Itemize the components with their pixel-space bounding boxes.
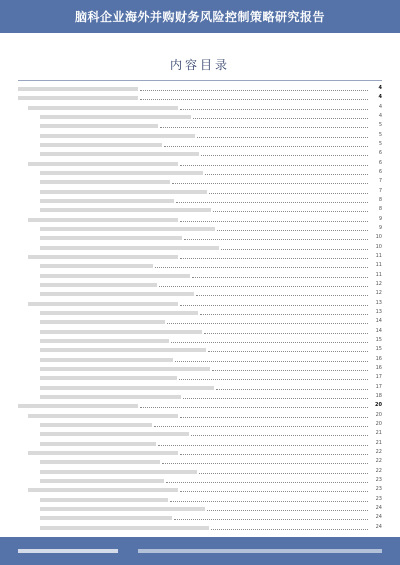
toc-entry[interactable] (18, 328, 382, 335)
toc-entry[interactable] (18, 337, 382, 344)
toc-entry[interactable] (18, 122, 382, 129)
toc-entry-label (40, 208, 211, 212)
toc-entry[interactable] (18, 384, 382, 391)
toc-entry-page: 9 (378, 225, 382, 231)
toc-leader-dots (212, 370, 368, 371)
toc-entry-page: 4 (378, 94, 382, 101)
toc-entry-page: 13 (375, 309, 382, 315)
toc-entry-label (40, 358, 173, 362)
toc-entry-label (40, 339, 169, 343)
toc-leader-dots (201, 155, 368, 156)
toc-entry-label (18, 87, 138, 91)
toc-entry-label (40, 227, 215, 231)
toc-entry-label (40, 180, 170, 184)
toc-leader-dots (213, 211, 368, 212)
toc-entry[interactable] (18, 412, 382, 419)
toc-entry[interactable] (18, 430, 382, 437)
toc-entry-label (40, 246, 219, 250)
toc-entry-page: 7 (378, 187, 382, 194)
toc-leader-dots (166, 482, 368, 483)
toc-entry-label (40, 507, 205, 511)
toc-entry-page: 14 (375, 327, 382, 334)
toc-leader-dots (155, 267, 368, 268)
report-header (0, 0, 400, 33)
toc-leader-dots (179, 379, 368, 380)
toc-entry[interactable] (18, 346, 382, 353)
toc-entry-page: 11 (375, 262, 382, 269)
toc-leader-dots (196, 295, 368, 296)
toc-entry-label (40, 516, 172, 520)
toc-entry[interactable] (18, 234, 382, 241)
toc-entry-label (40, 292, 194, 296)
toc-entry-page: 22 (375, 467, 382, 474)
toc-entry[interactable] (18, 496, 382, 503)
toc-leader-dots (204, 333, 368, 334)
toc-entry-label (28, 218, 178, 222)
toc-entry-page: 14 (375, 318, 382, 325)
toc-leader-dots (199, 473, 368, 474)
toc-leader-dots (209, 193, 368, 194)
toc-entry-label (40, 367, 210, 371)
toc-leader-dots (180, 109, 368, 110)
toc-leader-dots (180, 491, 368, 492)
toc-entry-label (28, 414, 178, 418)
toc-entry-page: 23 (375, 486, 382, 493)
toc-entry[interactable] (18, 505, 382, 512)
toc-entry[interactable] (18, 85, 382, 92)
toc-leader-dots (160, 127, 368, 128)
toc-leader-dots (164, 146, 368, 147)
toc-entry-label (40, 442, 156, 446)
toc-entry[interactable] (18, 104, 382, 111)
toc-entry-page: 11 (375, 271, 382, 278)
toc-entry-page: 6 (378, 169, 382, 175)
toc-entry-page: 17 (375, 383, 382, 390)
toc-entry-label (40, 199, 174, 203)
report-footer (0, 537, 400, 565)
toc-leader-dots (159, 286, 368, 287)
toc-entry[interactable] (18, 374, 382, 381)
toc-entry-label (40, 236, 182, 240)
toc-entry-label (40, 432, 189, 436)
toc-entry[interactable] (18, 309, 382, 316)
toc-entry-page: 16 (375, 355, 382, 362)
toc-entry[interactable] (18, 402, 382, 409)
toc-entry-label (40, 264, 153, 268)
footer-right-text (138, 549, 382, 553)
toc-entry-label (40, 320, 165, 324)
toc-leader-dots (191, 435, 368, 436)
toc-leader-dots (217, 230, 368, 231)
toc-entry[interactable] (18, 225, 382, 232)
toc-entry-page: 10 (375, 234, 382, 241)
toc-entry-label (40, 348, 206, 352)
toc-entry-label (40, 134, 195, 138)
toc-entry[interactable] (18, 449, 382, 456)
toc-entry-page: 23 (375, 495, 382, 502)
toc-leader-dots (167, 323, 368, 324)
toc-entry[interactable] (18, 300, 382, 307)
toc-entry-page: 20 (375, 402, 382, 409)
toc-leader-dots (180, 165, 368, 166)
toc-entry-page: 21 (375, 439, 382, 446)
toc-entry-page: 22 (375, 449, 382, 455)
toc-entry-label (40, 115, 191, 119)
toc-leader-dots (207, 510, 368, 511)
toc-entry-page: 10 (375, 243, 382, 250)
toc-entry-page: 11 (375, 253, 382, 259)
toc-entry-page: 7 (378, 178, 382, 185)
toc-entry-label (40, 470, 197, 474)
toc-entry-page: 6 (378, 159, 382, 166)
toc-entry-label (40, 460, 160, 464)
footer-left-text (18, 549, 118, 553)
toc-leader-dots (216, 389, 368, 390)
toc-entry[interactable] (18, 393, 382, 400)
toc-entry[interactable] (18, 486, 382, 493)
toc-leader-dots (180, 417, 368, 418)
toc-entry[interactable] (18, 253, 382, 260)
toc-entry[interactable] (18, 216, 382, 223)
toc-leader-dots (140, 90, 368, 91)
toc-leader-dots (171, 342, 368, 343)
toc-leader-dots (180, 221, 368, 222)
toc-entry[interactable] (18, 150, 382, 157)
toc-leader-dots (174, 519, 368, 520)
toc-entry-label (40, 274, 190, 278)
toc-entry-page: 13 (375, 299, 382, 306)
toc-entry-label (40, 479, 164, 483)
toc-entry-page: 20 (375, 411, 382, 418)
toc-entry[interactable] (18, 94, 382, 101)
toc-entry-label (40, 376, 177, 380)
toc-title: 内容目录 (169, 58, 230, 72)
toc-entry-page: 24 (375, 514, 382, 521)
toc-entry-page: 12 (375, 290, 382, 297)
toc-leader-dots (176, 202, 368, 203)
toc-entry[interactable] (18, 262, 382, 269)
toc-entry[interactable] (18, 132, 382, 139)
table-of-contents (18, 85, 382, 533)
toc-leader-dots (140, 407, 368, 408)
toc-entry[interactable] (18, 477, 382, 484)
toc-top-rule (18, 80, 382, 81)
toc-leader-dots (200, 314, 368, 315)
toc-entry[interactable] (18, 197, 382, 204)
toc-entry-page: 22 (375, 458, 382, 465)
toc-entry-page: 18 (375, 393, 382, 399)
toc-entry[interactable] (18, 113, 382, 120)
toc-entry-page: 6 (378, 150, 382, 157)
toc-entry-label (40, 311, 198, 315)
toc-entry-label (40, 498, 168, 502)
toc-entry-label (28, 162, 178, 166)
toc-entry[interactable] (18, 178, 382, 185)
toc-entry-page: 17 (375, 374, 382, 381)
toc-entry-label (40, 190, 207, 194)
toc-entry[interactable] (18, 421, 382, 428)
toc-entry-page: 5 (378, 122, 382, 129)
report-title: 脑科企业海外并购财务风险控制策略研究报告 (74, 10, 325, 24)
toc-entry-label (28, 488, 178, 492)
toc-leader-dots (205, 174, 368, 175)
toc-entry-label (28, 451, 178, 455)
toc-entry-label (40, 330, 202, 334)
toc-entry[interactable] (18, 524, 382, 531)
toc-leader-dots (162, 463, 368, 464)
toc-leader-dots (211, 529, 368, 530)
toc-entry-page: 24 (375, 523, 382, 530)
toc-leader-dots (208, 351, 368, 352)
toc-leader-dots (172, 183, 368, 184)
toc-entry-label (18, 96, 138, 100)
toc-entry-page: 21 (375, 430, 382, 437)
toc-entry[interactable] (18, 244, 382, 251)
toc-entry-label (40, 526, 209, 530)
toc-entry-page: 4 (378, 113, 382, 119)
toc-entry-label (18, 404, 138, 408)
toc-entry-page: 5 (378, 141, 382, 147)
toc-leader-dots (197, 137, 368, 138)
toc-entry[interactable] (18, 318, 382, 325)
toc-entry[interactable] (18, 272, 382, 279)
toc-leader-dots (158, 445, 368, 446)
toc-entry-page: 16 (375, 365, 382, 371)
toc-entry[interactable] (18, 365, 382, 372)
toc-entry-page: 8 (378, 206, 382, 213)
toc-entry[interactable] (18, 356, 382, 363)
toc-entry-label (40, 124, 158, 128)
toc-entry[interactable] (18, 160, 382, 167)
toc-entry[interactable] (18, 458, 382, 465)
toc-entry-label (40, 395, 181, 399)
toc-entry-page: 9 (378, 215, 382, 222)
toc-entry[interactable] (18, 440, 382, 447)
toc-entry-page: 23 (375, 477, 382, 483)
toc-leader-dots (184, 239, 368, 240)
toc-leader-dots (221, 249, 368, 250)
toc-entry-page: 15 (375, 337, 382, 343)
toc-entry[interactable] (18, 468, 382, 475)
toc-entry-page: 4 (378, 103, 382, 110)
toc-entry-label (40, 423, 152, 427)
toc-entry-label (40, 171, 203, 175)
toc-entry-label (28, 302, 178, 306)
toc-leader-dots (154, 426, 368, 427)
toc-entry-label (40, 143, 162, 147)
toc-leader-dots (192, 277, 368, 278)
toc-leader-dots (180, 305, 368, 306)
toc-entry[interactable] (18, 141, 382, 148)
toc-entry[interactable] (18, 206, 382, 213)
toc-entry-label (40, 386, 214, 390)
toc-leader-dots (193, 118, 368, 119)
toc-entry-label (28, 106, 178, 110)
toc-leader-dots (175, 361, 368, 362)
toc-entry-label (40, 283, 157, 287)
toc-entry[interactable] (18, 514, 382, 521)
toc-entry-page: 4 (378, 85, 382, 91)
toc-entry[interactable] (18, 290, 382, 297)
toc-leader-dots (183, 398, 368, 399)
toc-entry-page: 15 (375, 346, 382, 353)
toc-leader-dots (140, 99, 368, 100)
toc-entry[interactable] (18, 188, 382, 195)
toc-entry-label (40, 152, 199, 156)
toc-entry-page: 5 (378, 131, 382, 138)
toc-entry[interactable] (18, 281, 382, 288)
toc-entry-page: 12 (375, 281, 382, 287)
toc-entry-page: 20 (375, 421, 382, 427)
toc-entry-label (28, 255, 178, 259)
toc-entry[interactable] (18, 169, 382, 176)
toc-entry-page: 8 (378, 197, 382, 203)
toc-leader-dots (180, 454, 368, 455)
toc-entry-page: 24 (375, 505, 382, 511)
toc-leader-dots (170, 501, 368, 502)
toc-leader-dots (180, 258, 368, 259)
